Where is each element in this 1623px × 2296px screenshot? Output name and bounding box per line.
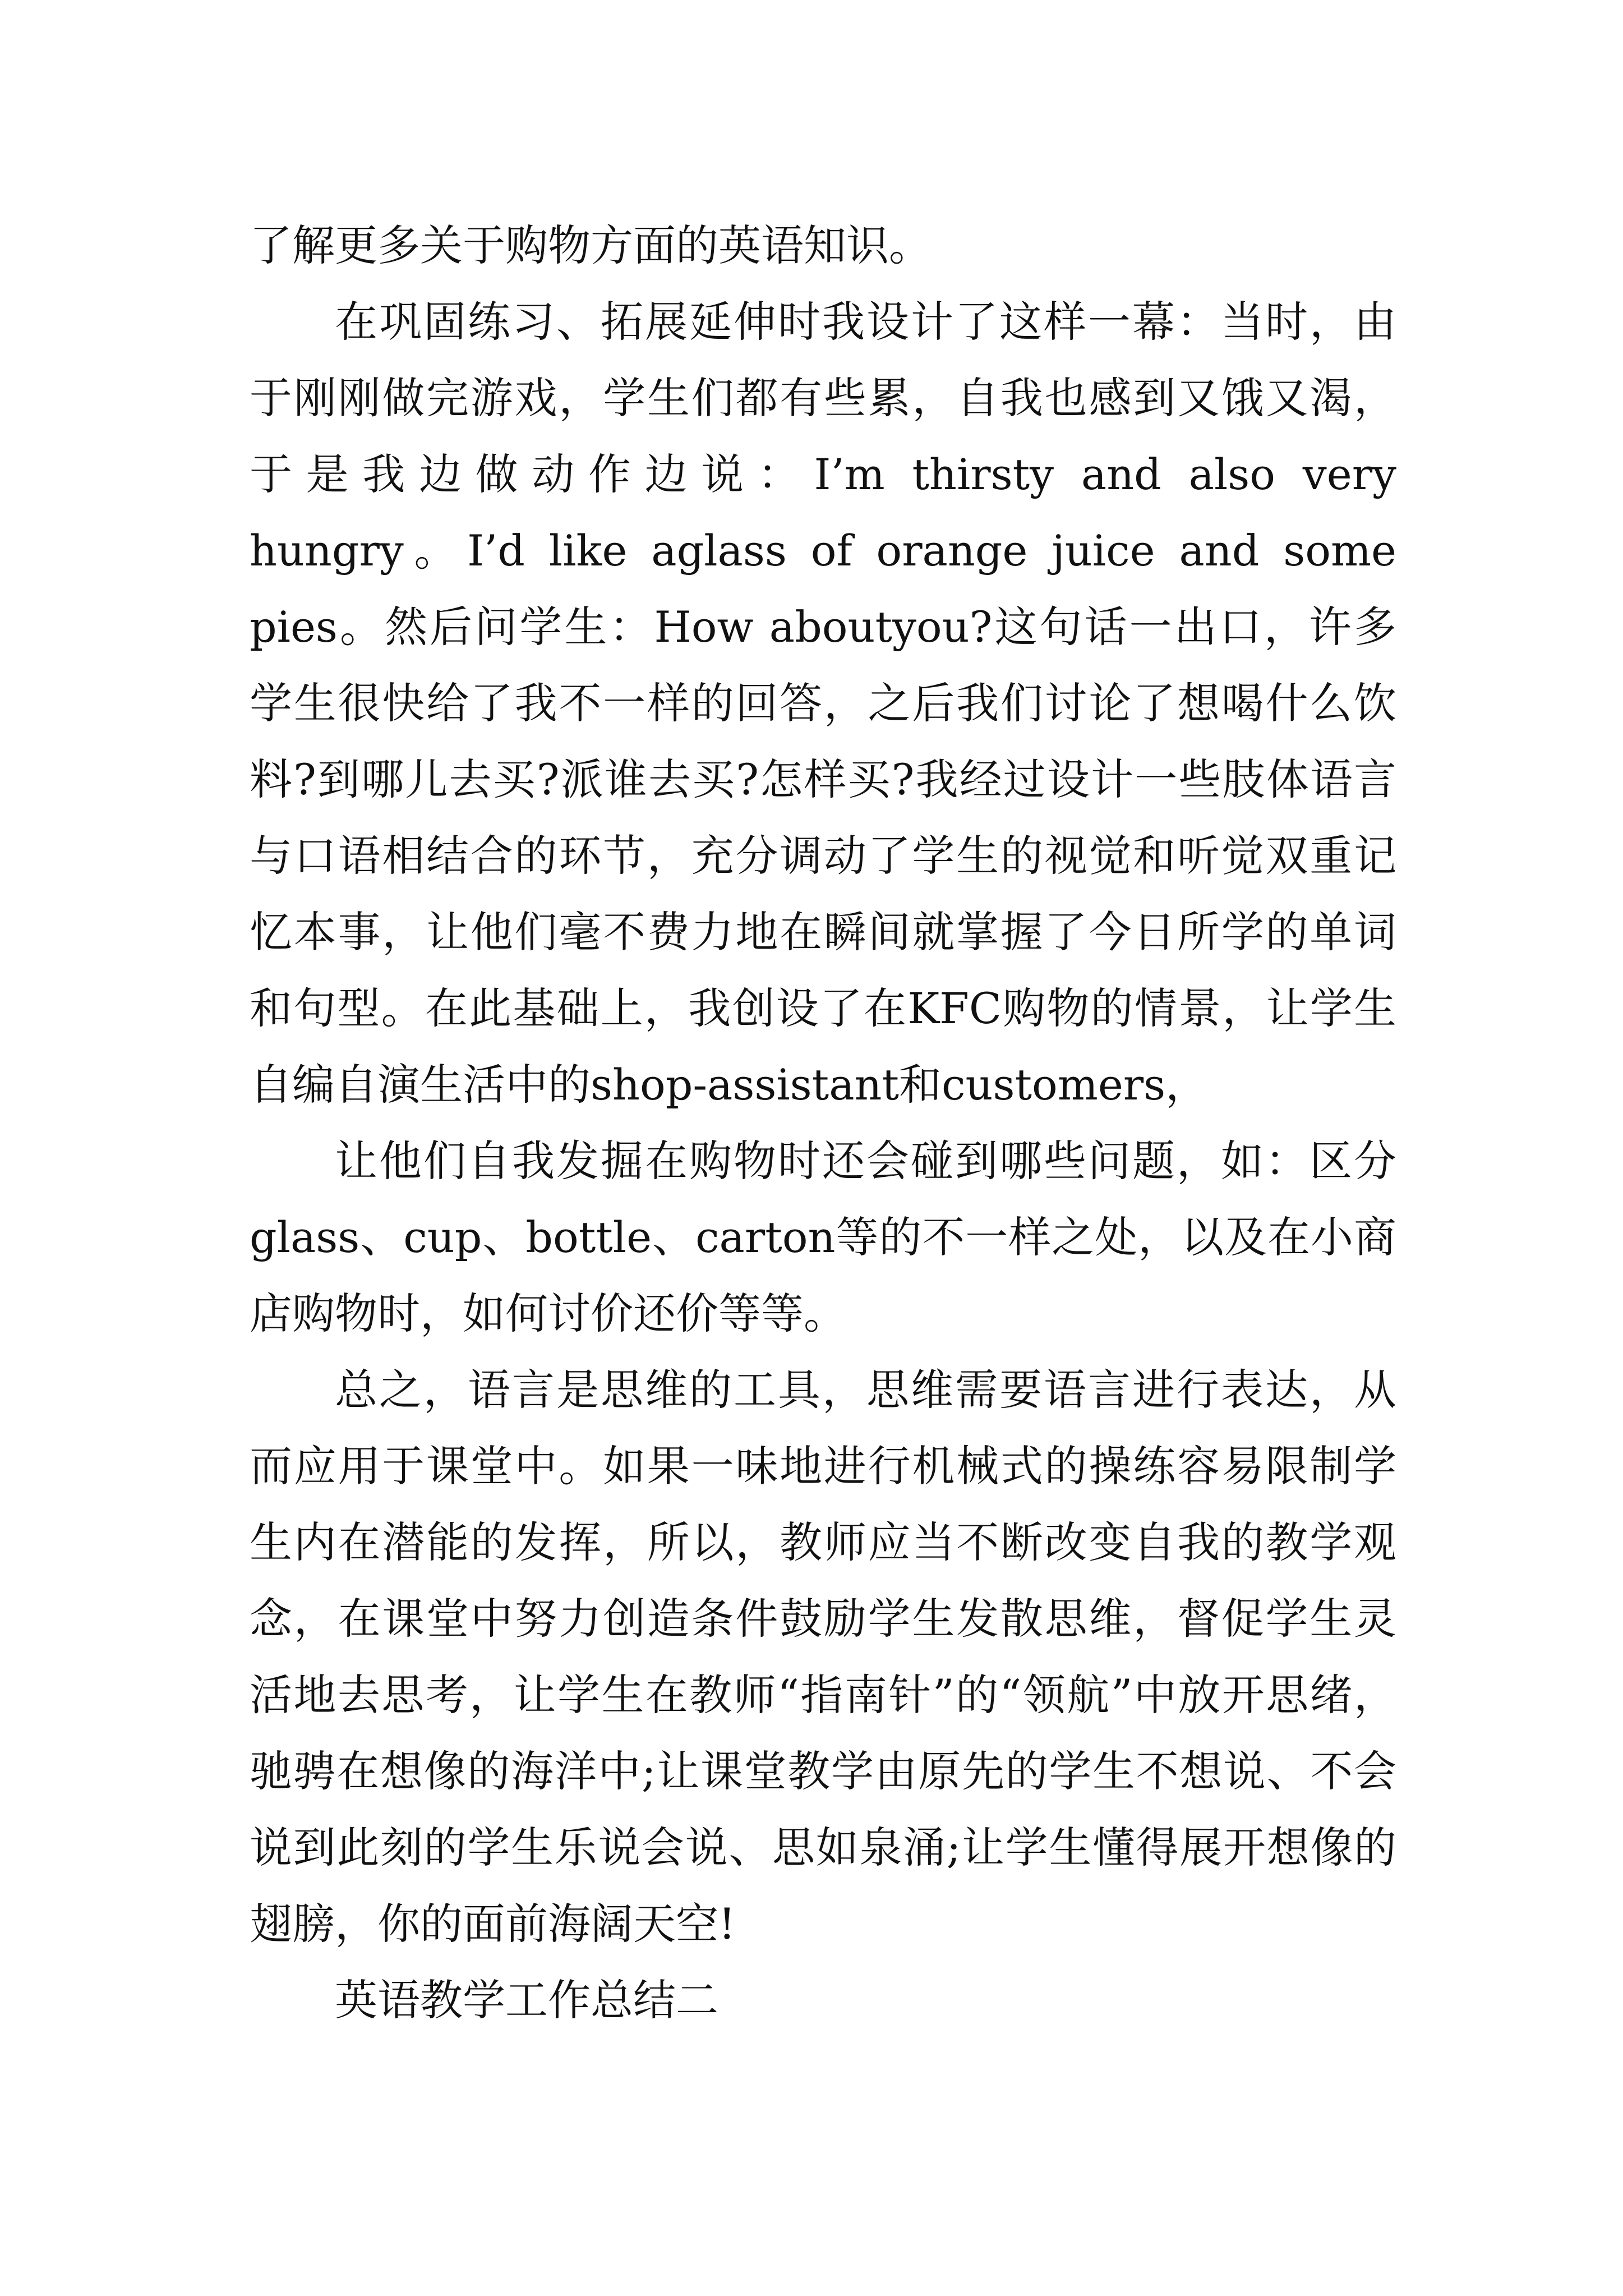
paragraph-shopping-questions: 让他们自我发掘在购物时还会碰到哪些问题，如：区分glass、cup、bottle、carton等的不一样之处，以及在小商店购物时，如何讨价还价等等。: [250, 1136, 1396, 1338]
paragraph-continuation: 了解更多关于购物方面的英语知识。: [250, 220, 932, 270]
paragraph-conclusion: 总之，语言是思维的工具，思维需要语言进行表达，从而应用于课堂中。如果一味地进行机械式的操练容易限制学生内在潜能的发挥，所以，教师应当不断改变自我的教学观念，在课堂中努力创造条件鼓励学生发散思维，督促学生灵活地去思考，让学生在教师“指南针”的“领航”中放开思绪，驰骋在想像的海洋中;让课堂教学由原先的学生不想说、不会说到此刻的学生乐说会说、思如泉涌;让学生懂得展开想像的翅膀，你的面前海阔天空!: [250, 1365, 1396, 1949]
paragraph-practice-activity: 在巩固练习、拓展延伸时我设计了这样一幕：当时，由于刚刚做完游戏，学生们都有些累，自我也感到又饿又渴，于是我边做动作边说：I’m thirsty and also very hungry。I’d like aglass of orange juice and some pies。然后问学生：How aboutyou?这句话一出口，许多学生很快给了我不一样的回答，之后我们讨论了想喝什么饮料?到哪儿去买?派谁去买?怎样买?我经过设计一些肢体语言与口语相结合的环节，充分调动了学生的视觉和听觉双重记忆本事，让他们毫不费力地在瞬间就掌握了今日所学的单词和句型。在此基础上，我创设了在KFC购物的情景，让学生自编自演生活中的shop-assistant和customers，: [250, 297, 1396, 1110]
section-heading: 英语教学工作总结二: [335, 1975, 718, 2025]
document-body: [250, 208, 1396, 2039]
